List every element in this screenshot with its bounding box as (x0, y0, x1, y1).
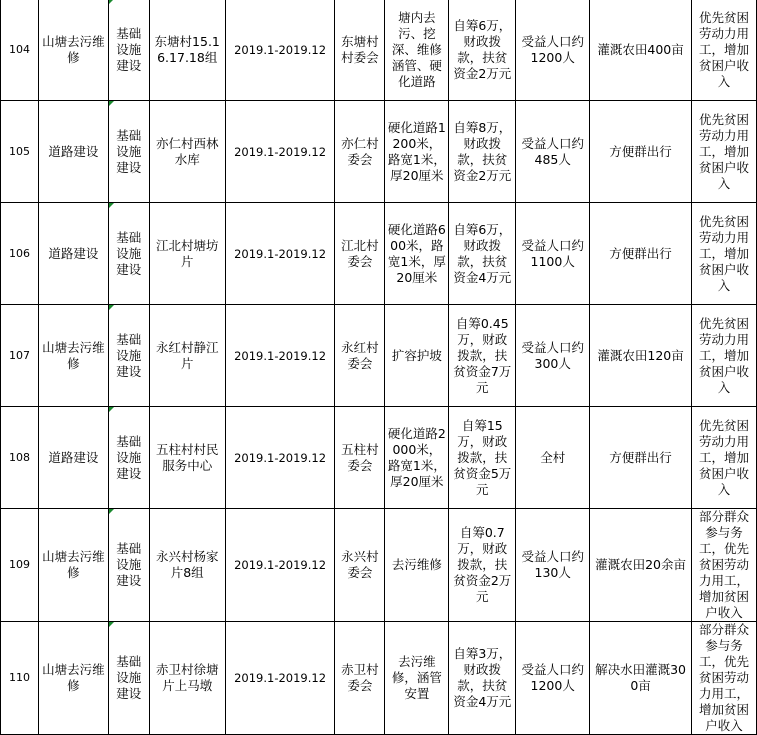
table-row (1, 305, 757, 407)
project-owner: 五柱村委会 (335, 407, 385, 509)
project-owner: 亦仁村委会 (335, 101, 385, 203)
project-benefit: 受益人口约1200人 (516, 622, 590, 735)
table-row (1, 203, 757, 305)
project-category: 基础设施建设 (108, 509, 149, 622)
project-content: 硬化道路2000米，路宽1米，厚20厘米 (385, 407, 449, 509)
project-location: 江北村塘坊片 (149, 203, 225, 305)
project-category: 基础设施建设 (108, 407, 149, 509)
project-owner: 东塘村村委会 (335, 0, 385, 101)
project-benefit: 受益人口约300人 (516, 305, 590, 407)
row-number: 107 (1, 305, 39, 407)
project-effect: 方便群出行 (590, 407, 692, 509)
project-funding: 自筹6万，财政拨款，扶贫资金2万元 (449, 0, 516, 101)
project-benefit: 受益人口约130人 (516, 509, 590, 622)
project-effect: 灌溉农田120亩 (590, 305, 692, 407)
project-content: 硬化道路600米，路宽1米，厚20厘米 (385, 203, 449, 305)
project-funding: 自筹3万，财政拨款，扶贫资金4万元 (449, 622, 516, 735)
project-content: 去污维修，涵管安置 (385, 622, 449, 735)
poverty-link: 部分群众参与务工，优先贫困劳动力用工，增加贫困户收入 (691, 622, 756, 735)
poverty-link: 优先贫困劳动力用工，增加贫困户收入 (691, 203, 756, 305)
table-row (1, 101, 757, 203)
row-number: 109 (1, 509, 39, 622)
project-period: 2019.1-2019.12 (225, 407, 335, 509)
project-period: 2019.1-2019.12 (225, 101, 335, 203)
project-funding: 自筹8万，财政拨款，扶贫资金2万元 (449, 101, 516, 203)
project-owner: 永红村委会 (335, 305, 385, 407)
project-effect: 方便群出行 (590, 203, 692, 305)
table-row (1, 509, 757, 622)
project-period: 2019.1-2019.12 (225, 0, 335, 101)
poverty-link: 部分群众参与务工，优先贫困劳动力用工，增加贫困户收入 (691, 509, 756, 622)
project-funding: 自筹0.7万，财政拨款，扶贫资金2万元 (449, 509, 516, 622)
project-category: 基础设施建设 (108, 305, 149, 407)
project-owner: 永兴村委会 (335, 509, 385, 622)
project-location: 东塘村15.16.17.18组 (149, 0, 225, 101)
project-type: 道路建设 (38, 101, 108, 203)
project-funding: 自筹6万，财政拨款，扶贫资金4万元 (449, 203, 516, 305)
project-content: 塘内去污、挖深、维修涵管、硬化道路 (385, 0, 449, 101)
row-number: 105 (1, 101, 39, 203)
project-funding: 自筹15万，财政拨款，扶贫资金5万元 (449, 407, 516, 509)
project-effect: 灌溉农田400亩 (590, 0, 692, 101)
project-effect: 方便群出行 (590, 101, 692, 203)
project-benefit: 受益人口约1200人 (516, 0, 590, 101)
poverty-link: 优先贫困劳动力用工，增加贫困户收入 (691, 0, 756, 101)
table-row (1, 407, 757, 509)
row-number: 106 (1, 203, 39, 305)
project-owner: 江北村委会 (335, 203, 385, 305)
project-content: 扩容护坡 (385, 305, 449, 407)
project-type: 山塘去污维修 (38, 509, 108, 622)
project-location: 五柱村村民服务中心 (149, 407, 225, 509)
project-type: 道路建设 (38, 407, 108, 509)
project-location: 赤卫村徐塘片上马墩 (149, 622, 225, 735)
project-content: 硬化道路1200米，路宽1米，厚20厘米 (385, 101, 449, 203)
project-period: 2019.1-2019.12 (225, 509, 335, 622)
project-period: 2019.1-2019.12 (225, 203, 335, 305)
project-type: 道路建设 (38, 203, 108, 305)
project-benefit: 受益人口约1100人 (516, 203, 590, 305)
project-category: 基础设施建设 (108, 0, 149, 101)
project-location: 永兴村杨家片8组 (149, 509, 225, 622)
project-benefit: 全村 (516, 407, 590, 509)
row-number: 104 (1, 0, 39, 101)
project-period: 2019.1-2019.12 (225, 622, 335, 735)
project-content: 去污维修 (385, 509, 449, 622)
project-effect: 解决水田灌溉300亩 (590, 622, 692, 735)
project-type: 山塘去污维修 (38, 0, 108, 101)
poverty-link: 优先贫困劳动力用工，增加贫困户收入 (691, 305, 756, 407)
project-location: 永红村静江片 (149, 305, 225, 407)
project-category: 基础设施建设 (108, 101, 149, 203)
project-funding: 自筹0.45万，财政拨款，扶贫资金7万元 (449, 305, 516, 407)
project-effect: 灌溉农田20余亩 (590, 509, 692, 622)
project-type: 山塘去污维修 (38, 622, 108, 735)
project-benefit: 受益人口约485人 (516, 101, 590, 203)
row-number: 110 (1, 622, 39, 735)
table-row (1, 0, 757, 101)
row-number: 108 (1, 407, 39, 509)
project-owner: 赤卫村委会 (335, 622, 385, 735)
project-category: 基础设施建设 (108, 203, 149, 305)
project-location: 亦仁村西林水库 (149, 101, 225, 203)
project-period: 2019.1-2019.12 (225, 305, 335, 407)
poverty-link: 优先贫困劳动力用工，增加贫困户收入 (691, 407, 756, 509)
poverty-link: 优先贫困劳动力用工，增加贫困户收入 (691, 101, 756, 203)
project-category: 基础设施建设 (108, 622, 149, 735)
project-type: 山塘去污维修 (38, 305, 108, 407)
